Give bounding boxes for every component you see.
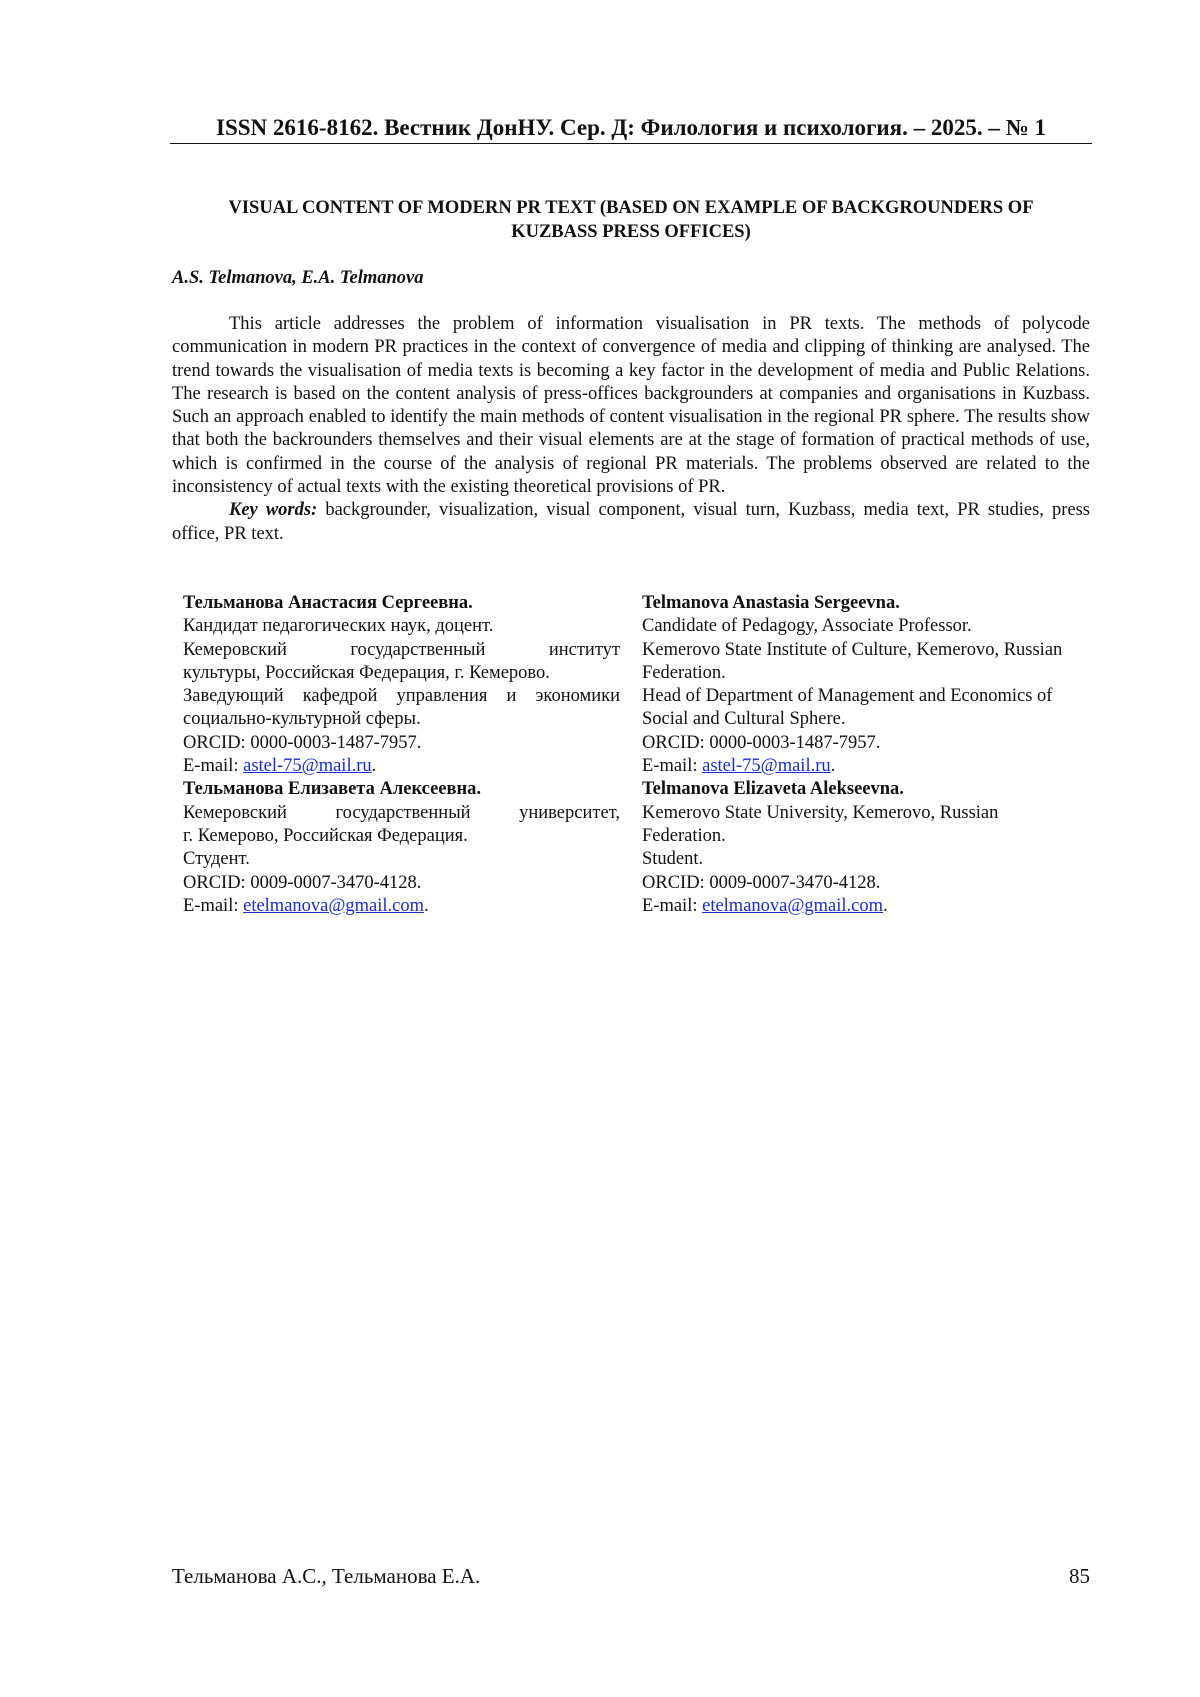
abstract <box>172 313 1090 546</box>
author1-affiliation-en-a: Kemerovo State Institute of Culture, Kemerovo, Russian <box>642 639 1063 660</box>
author1-email-line-en: E-mail: astel-75@mail.ru. <box>642 756 836 777</box>
author1-degree-en: Candidate of Pedagogy, Associate Professor. <box>642 616 972 637</box>
author-info-english <box>642 592 1104 918</box>
email-label: E-mail: <box>183 756 244 777</box>
author1-email-link-en[interactable]: astel-75@mail.ru <box>702 756 831 777</box>
author-info-russian <box>183 592 620 918</box>
author1-affiliation-ru-a: Кемеровский государственный институт <box>183 639 620 660</box>
page-number: 85 <box>1069 1564 1090 1588</box>
keywords-text: backgrounder, visualization, visual component, visual turn, Kuzbass, media text, PR studies, press office, PR text. <box>172 500 1090 544</box>
email-label: E-mail: <box>642 895 703 916</box>
author2-affiliation-en-a: Kemerovo State University, Kemerovo, Russian <box>642 802 999 823</box>
author1-position-en-b: Social and Cultural Sphere. <box>642 709 846 730</box>
author1-position-en-a: Head of Department of Management and Economics of <box>642 686 1053 707</box>
author2-status-en: Student. <box>642 849 704 870</box>
article-title <box>170 196 1092 244</box>
author2-affiliation-ru-a: Кемеровский государственный университет, <box>183 802 620 823</box>
article-title-line-1: VISUAL CONTENT OF MODERN PR TEXT (BASED ON EXAMPLE OF BACKGROUNDERS OF <box>228 198 1034 218</box>
email-label: E-mail: <box>183 895 244 916</box>
author1-orcid-en: ORCID: 0000-0003-1487-7957. <box>642 732 881 753</box>
author1-position-ru-b: социально-культурной сферы. <box>183 709 421 730</box>
author2-orcid-en: ORCID: 0009-0007-3470-4128. <box>642 872 881 893</box>
author1-email-line-ru: E-mail: astel-75@mail.ru. <box>183 756 377 777</box>
running-header <box>170 114 1092 144</box>
author2-email-link-ru[interactable]: etelmanova@gmail.com <box>243 895 425 916</box>
author2-status-ru: Студент. <box>183 849 250 870</box>
article-authors: A.S. Telmanova, E.A. Telmanova <box>172 268 424 288</box>
author1-affiliation-ru-b: культуры, Российская Федерация, г. Кемерово. <box>183 662 550 683</box>
author1-affiliation-en-b: Federation. <box>642 662 726 683</box>
author2-email-link-en[interactable]: etelmanova@gmail.com <box>702 895 884 916</box>
author2-orcid-ru: ORCID: 0009-0007-3470-4128. <box>183 872 422 893</box>
author1-degree-ru: Кандидат педагогических наук, доцент. <box>183 616 494 637</box>
author1-position-ru-a: Заведующий кафедрой управления и экономики <box>183 686 620 707</box>
author2-name-ru: Тельманова Елизавета Алексеевна. <box>183 779 482 800</box>
author2-email-line-ru: E-mail: etelmanova@gmail.com. <box>183 895 429 916</box>
author1-email-link-ru[interactable]: astel-75@mail.ru <box>243 756 372 777</box>
email-label: E-mail: <box>642 756 703 777</box>
author2-name-en: Telmanova Elizaveta Alekseevna. <box>642 779 904 800</box>
author2-email-line-en: E-mail: etelmanova@gmail.com. <box>642 895 888 916</box>
abstract-text: This article addresses the problem of information visualisation in PR texts. The methods of polycode communication in modern PR practices in the context of convergence of media and clipping of thinking are analysed. The trend towards the visualisation of media texts is becoming a key factor in the development of media and Public Relations. The research is based on the content analysis of press-offices backgrounders at companies and organisations in Kuzbass. Such an approach enabled to identify the main methods of content visualisation in the regional PR sphere. The results show that both the backrounders themselves and their visual elements are at the stage of formation of practical methods of use, which is confirmed in the course of the analysis of regional PR materials. The problems observed are related to the inconsistency of actual texts with the existing theoretical provisions of PR. <box>172 314 1090 498</box>
author2-affiliation-en-b: Federation. <box>642 825 726 846</box>
author1-name-en: Telmanova Anastasia Sergeevna. <box>642 593 900 613</box>
keywords-label: Key words: <box>229 500 318 521</box>
author1-name-ru: Тельманова Анастасия Сергеевна. <box>183 593 473 613</box>
author1-orcid-ru: ORCID: 0000-0003-1487-7957. <box>183 732 422 753</box>
footer-authors: Тельманова А.С., Тельманова Е.А. <box>172 1564 481 1588</box>
keywords <box>172 499 1090 546</box>
article-title-line-2: KUZBASS PRESS OFFICES) <box>511 222 751 242</box>
author2-affiliation-ru-b: г. Кемерово, Российская Федерация. <box>183 825 468 846</box>
journal-title: ISSN 2616-8162. Вестник ДонНУ. Сер. Д: Филология и психология. – 2025. – № 1 <box>216 115 1046 140</box>
